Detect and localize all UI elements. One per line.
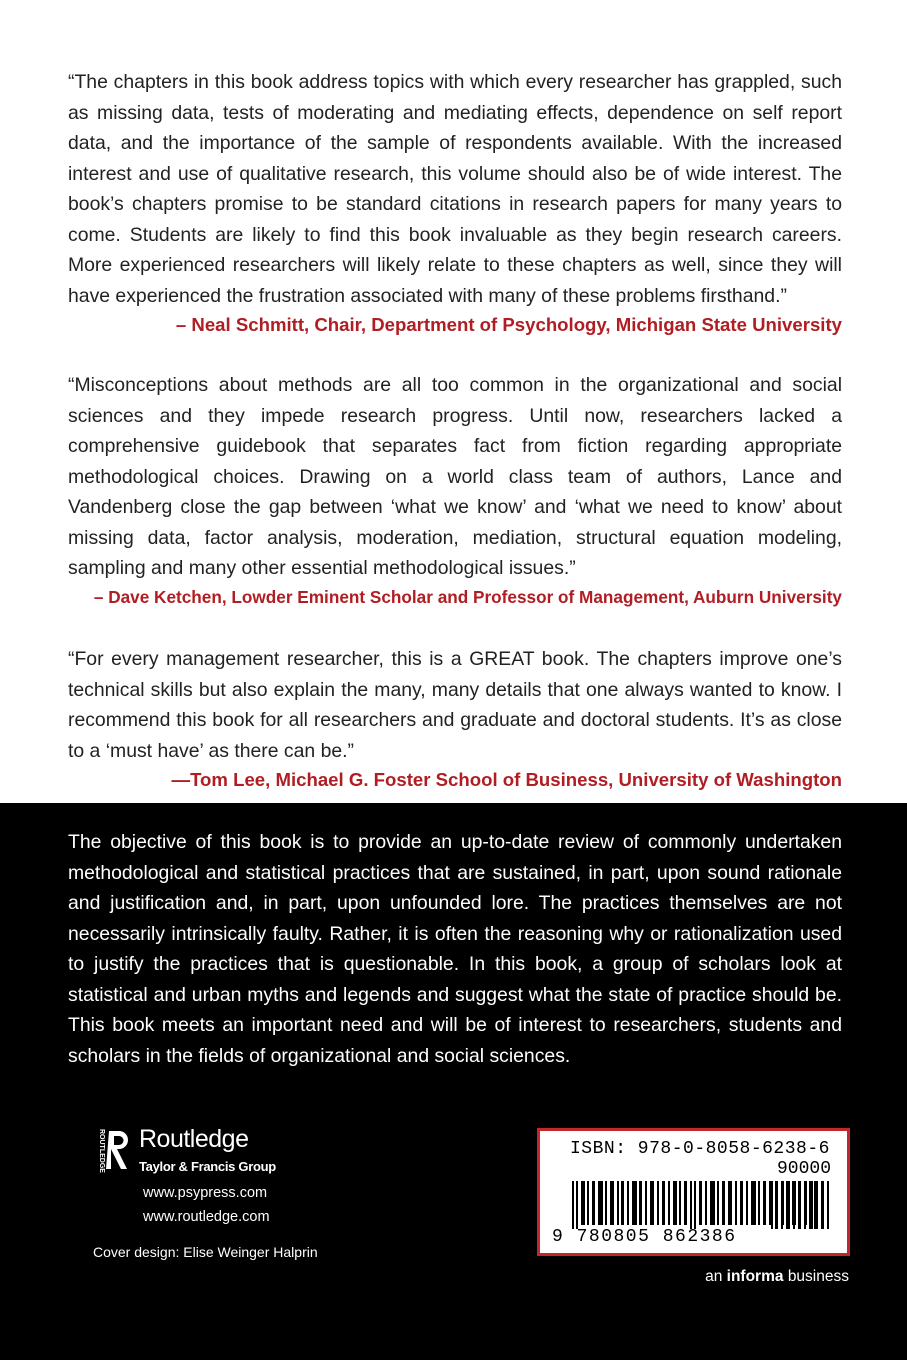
routledge-logo	[93, 1121, 293, 1181]
routledge-emblem-icon	[93, 1127, 133, 1173]
isbn-barcode	[537, 1128, 850, 1256]
informa-suffix: business	[787, 1268, 849, 1285]
publisher-name: Routledge	[139, 1125, 249, 1153]
quote-ketchen: “Misconceptions about methods are all too common in the organizational and social sciences and they impede research progress. Until now, researchers lacked a comprehensive guidebook that separates fact from fiction regarding appropriate methodological choices. Drawing on a world class team of authors, Lance and Vandenberg close the gap between ‘what we know’ and ‘what we need to know’ about missing data, factor analysis, moderation, mediation, structural equation modeling, sampling and many other essential methodological issues.”	[68, 374, 842, 579]
back-cover-panel	[0, 803, 907, 1360]
book-summary: The objective of this book is to provide an up-to-date review of commonly undertaken methodological and statistical practices that are sustained, in part, upon sound rationale and justification and, in part, upon unfounded lore. The practices themselves are not necessarily intrinsically faulty. Rather, it is often the reasoning why or rationalization used to justify the practices that is questionable. In this book, a group of scholars look at statistical and urban myths and legends and suggest what the state of practice should be. This book meets an important need and will be of interest to researchers, students and scholars in the fields of organizational and social sciences.	[68, 831, 842, 1067]
publisher-group: Taylor & Francis Group	[139, 1159, 276, 1174]
url-psypress[interactable]: www.psypress.com	[143, 1185, 268, 1201]
ean-digits: 9 780805 862386	[552, 1227, 737, 1247]
addon-barcode-bars	[771, 1181, 831, 1229]
informa-tagline	[705, 1268, 849, 1286]
quote-schmitt: “The chapters in this book address topics with which every researcher has grappled, such as missing data, tests of moderating and mediating effects, dependence on self report data, and the importance of the sample of respondents available. With the increased interest and use of qualitative research, this volume should also be of wide interest. The book’s chapters promise to be standard citations in research papers for many years to come. Students are likely to find this book invaluable as they begin research careers. More experienced researchers will likely relate to these chapters as well, since they will have experienced the frustration associated with many of these problems firsthand.”	[68, 71, 842, 307]
price-code: 90000	[776, 1159, 831, 1179]
cover-design-credit: Cover design: Elise Weinger Halprin	[93, 1244, 318, 1260]
attribution-schmitt: – Neal Schmitt, Chair, Department of Psychology, Michigan State University	[175, 314, 842, 335]
attribution-lee: —Tom Lee, Michael G. Foster School of Business, University of Washington	[171, 769, 842, 790]
isbn-label: ISBN: 978-0-8058-6238-6	[570, 1139, 830, 1159]
routledge-vertical-text: ROUTLEDGE	[98, 1129, 105, 1173]
attribution-ketchen: – Dave Ketchen, Lowder Eminent Scholar and Professor of Management, Auburn University	[93, 587, 842, 607]
quote-lee: “For every management researcher, this is a GREAT book. The chapters improve one’s technical skills but also explain the many, many details that one always wanted to know. I recommend this book for all researchers and graduate and doctoral students. It’s as close to a ‘must have’ as there can be.”	[68, 648, 842, 762]
url-routledge[interactable]: www.routledge.com	[143, 1209, 270, 1225]
informa-prefix: an	[705, 1268, 723, 1285]
informa-brand: informa	[726, 1268, 784, 1285]
